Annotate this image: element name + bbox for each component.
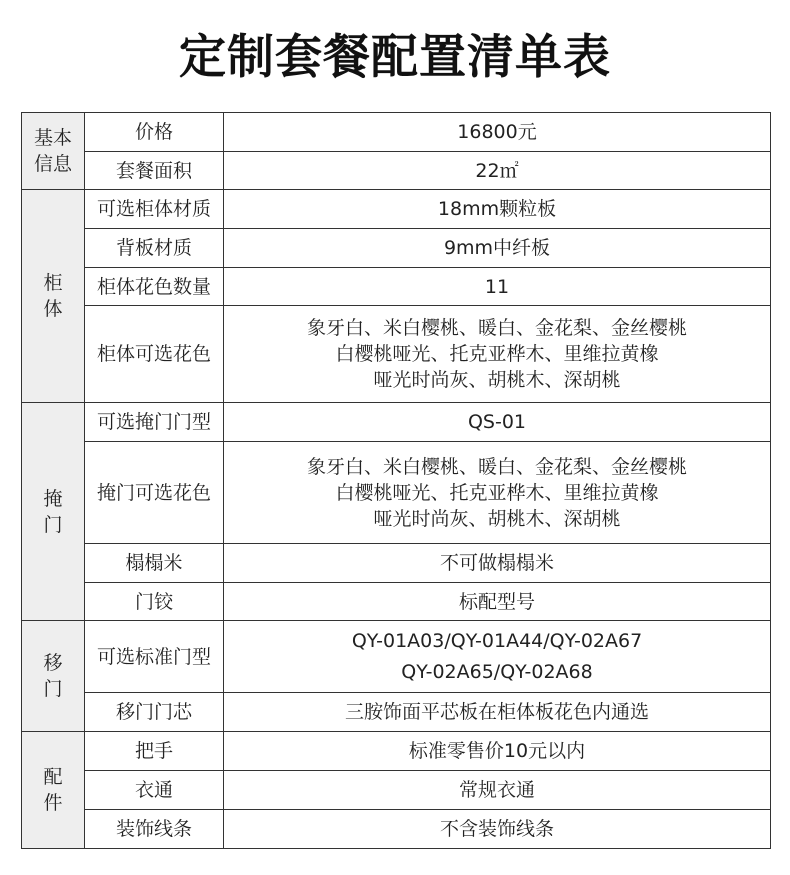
value-line: 哑光时尚灰、胡桃木、深胡桃 xyxy=(373,369,621,391)
row-label: 把手 xyxy=(85,732,224,771)
table-row xyxy=(22,583,771,621)
value-line: QY-01A03/QY-01A44/QY-02A67 xyxy=(351,629,643,652)
table-row xyxy=(22,732,771,771)
row-value: 16800元 xyxy=(224,113,771,152)
row-value: 标准零售价10元以内 xyxy=(224,732,771,771)
value-line: 象牙白、米白樱桃、暖白、金花梨、金丝樱桃 xyxy=(306,455,687,478)
group-label: 移门 xyxy=(43,652,63,700)
row-value xyxy=(224,442,771,544)
row-label: 衣通 xyxy=(85,771,224,810)
group-label: 基本信息 xyxy=(33,127,72,175)
table-row xyxy=(22,229,771,268)
group-label: 掩门 xyxy=(43,487,63,536)
group-hinged-door xyxy=(22,403,85,621)
row-value: 11 xyxy=(224,268,771,306)
row-label: 背板材质 xyxy=(85,229,224,268)
row-label: 套餐面积 xyxy=(85,152,224,190)
row-label: 移门门芯 xyxy=(85,693,224,732)
row-label: 价格 xyxy=(85,113,224,152)
table-row xyxy=(22,771,771,810)
table-row xyxy=(22,442,771,544)
row-value: 不可做榻榻米 xyxy=(224,544,771,583)
table-row xyxy=(22,190,771,229)
row-label: 门铰 xyxy=(85,583,224,621)
group-accessories xyxy=(22,732,85,849)
table-row xyxy=(22,621,771,693)
row-value: 22㎡ xyxy=(224,152,771,190)
value-line: 象牙白、米白樱桃、暖白、金花梨、金丝樱桃 xyxy=(306,317,687,339)
group-label: 柜体 xyxy=(43,272,63,320)
row-label: 榻榻米 xyxy=(85,544,224,583)
table-row xyxy=(22,306,771,403)
page-title: 定制套餐配置清单表 xyxy=(179,30,611,85)
value-line: 哑光时尚灰、胡桃木、深胡桃 xyxy=(373,507,621,530)
group-label: 配件 xyxy=(43,766,63,814)
row-value: QS-01 xyxy=(224,403,771,442)
row-value: 常规衣通 xyxy=(224,771,771,810)
row-label: 柜体花色数量 xyxy=(85,268,224,306)
row-value: 18mm颗粒板 xyxy=(224,190,771,229)
row-value: 三胺饰面平芯板在柜体板花色内通选 xyxy=(224,693,771,732)
row-label: 装饰线条 xyxy=(85,810,224,849)
row-value xyxy=(224,306,771,403)
table-row xyxy=(22,693,771,732)
table-row xyxy=(22,810,771,849)
spec-table xyxy=(21,112,771,849)
group-sliding-door xyxy=(22,621,85,732)
group-cabinet xyxy=(22,190,85,403)
row-label: 掩门可选花色 xyxy=(85,442,224,544)
table-row xyxy=(22,268,771,306)
table-row xyxy=(22,113,771,152)
row-value xyxy=(224,621,771,693)
value-line: QY-02A65/QY-02A68 xyxy=(401,660,593,683)
value-line: 白樱桃哑光、托克亚桦木、里维拉黄橡 xyxy=(335,343,659,365)
row-value: 不含装饰线条 xyxy=(224,810,771,849)
table-row xyxy=(22,152,771,190)
row-label: 柜体可选花色 xyxy=(85,306,224,403)
row-value: 标配型号 xyxy=(224,583,771,621)
row-label: 可选柜体材质 xyxy=(85,190,224,229)
row-label: 可选掩门门型 xyxy=(85,403,224,442)
table-row xyxy=(22,403,771,442)
value-line: 白樱桃哑光、托克亚桦木、里维拉黄橡 xyxy=(335,481,659,504)
group-basic xyxy=(22,113,85,190)
table-row xyxy=(22,544,771,583)
row-value: 9mm中纤板 xyxy=(224,229,771,268)
row-label: 可选标准门型 xyxy=(85,621,224,693)
